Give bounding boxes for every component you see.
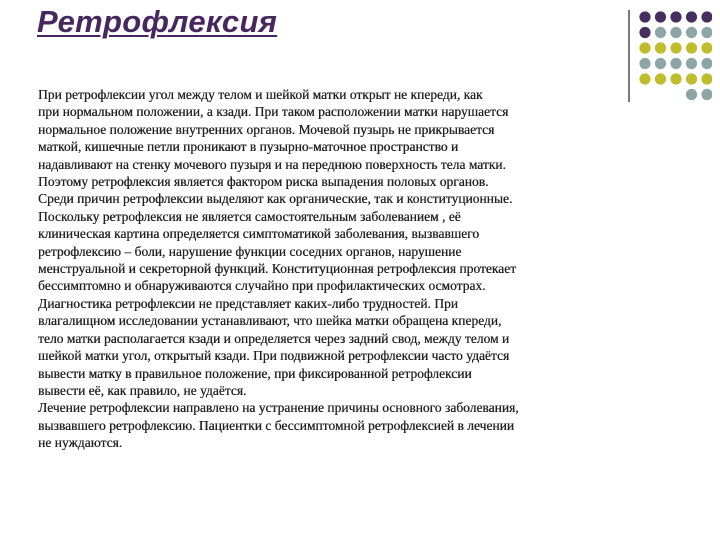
decorative-dot [701,11,712,22]
decorative-dot [655,11,666,22]
body-text-line: маткой, кишечные петли проникают в пузырно-маточное пространство и [38,139,459,155]
decorative-dot [701,42,712,53]
body-text-line: влагалищном исследовании устанавливают, что шейка матки обращена кпереди, [38,313,502,329]
decorative-dot [686,89,697,100]
body-text-line: нормальное положение внутренних органов. Мочевой пузырь не прикрывается [38,121,495,137]
body-text-line: Диагностика ретрофлексии не представляет каких-либо трудностей. При [38,295,458,311]
decorative-dot [639,73,650,84]
decorative-dot [686,42,697,53]
decorative-dot [670,27,681,38]
body-text-line: при нормальном положении, а кзади. При таком расположении матки нарушается [38,104,509,120]
body-text-line: вывести матку в правильное положение, при фиксированной ретрофлексии [38,365,472,381]
decorative-dot [655,27,666,38]
decorative-dot [686,73,697,84]
body-text-line: надавливают на стенку мочевого пузыря и на переднюю поверхность тела матки. [38,156,506,172]
body-text-line: Поскольку ретрофлексия не является самостоятельным заболеванием , её [38,208,461,224]
body-text-line: вывести её, как правило, не удаётся. [38,382,247,398]
decorative-dot [655,73,666,84]
body-text-line: Лечение ретрофлексии направлено на устранение причины основного заболевания, [38,400,519,416]
decorative-dot [701,89,712,100]
body-text-line: Среди причин ретрофлексии выделяют как органические, так и конституционные. [38,191,513,207]
decorative-dot [670,11,681,22]
slide-title: Ретрофлексия [37,4,278,39]
body-text-line: ретрофлексию – боли, нарушение функции соседних органов, нарушение [38,243,462,259]
decorative-dot [701,73,712,84]
decorative-dot [686,27,697,38]
decorative-dot [655,42,666,53]
decorative-dot [655,58,666,69]
body-text-line: вызвавшего ретрофлексию. Пациентки с бессимптомной ретрофлексией в лечении [38,417,515,433]
body-text-line: бессимптомно и обнаруживаются случайно при профилактических осмотрах. [38,278,486,294]
decorative-dot [639,58,650,69]
decorative-dot [639,42,650,53]
body-text-line: Поэтому ретрофлексия является фактором риска выпадения половых органов. [38,174,489,190]
decorative-dot [686,58,697,69]
body-text-line: клиническая картина определяется симптоматикой заболевания, вызвавшего [38,226,480,242]
decorative-dot [701,58,712,69]
decorative-dot [670,73,681,84]
body-text-line: При ретрофлексии угол между телом и шейкой матки открыт не кпереди, как [38,87,483,102]
decorative-dot [701,27,712,38]
decorative-dot [670,42,681,53]
slide-body-text [38,86,674,452]
decorative-dot [670,58,681,69]
decorative-dot [639,27,650,38]
decorative-dot [686,11,697,22]
body-text-line: тело матки располагается кзади и определяется через задний свод, между телом и [38,330,510,346]
decorative-dot [639,11,650,22]
body-text-line: менструальной и секреторной функций. Конституционная ретрофлексия протекает [38,261,517,277]
body-text-line: не нуждаются. [38,435,123,451]
body-text-line: шейкой матки угол, открытый кзади. При подвижной ретрофлексии часто удаётся [38,348,510,364]
